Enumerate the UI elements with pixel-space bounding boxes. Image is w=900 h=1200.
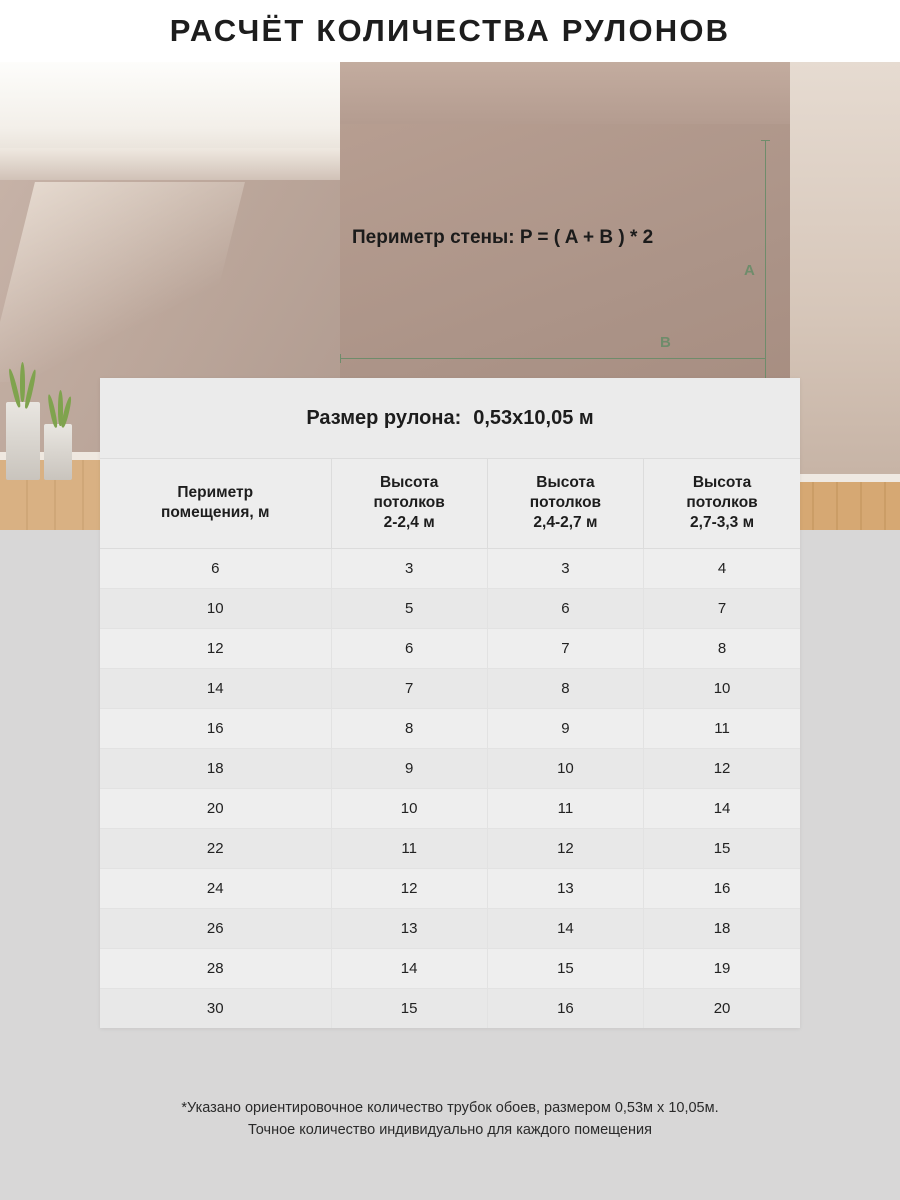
- roll-size-label: Размер рулона:: [306, 406, 462, 429]
- photo-ceiling: [0, 62, 340, 157]
- title-bar: [0, 0, 900, 62]
- column-header-height-1: Высота потолков 2-2,4 м: [331, 459, 487, 549]
- cell-rolls-2: 7: [487, 629, 643, 669]
- table-header-row: [100, 459, 800, 549]
- roll-size-header: [100, 378, 800, 458]
- cell-rolls-3: 19: [644, 949, 800, 989]
- cell-perimeter: 28: [100, 949, 331, 989]
- cell-rolls-2: 3: [487, 549, 643, 589]
- cell-perimeter: 12: [100, 629, 331, 669]
- cell-rolls-1: 5: [331, 589, 487, 629]
- cell-rolls-2: 13: [487, 869, 643, 909]
- page-title: РАСЧЁТ КОЛИЧЕСТВА РУЛОНОВ: [169, 13, 731, 48]
- cell-rolls-2: 14: [487, 909, 643, 949]
- cell-perimeter: 30: [206, 1000, 224, 1018]
- cell-rolls-2: 8: [487, 669, 643, 709]
- cell-rolls-2: 6: [487, 589, 643, 629]
- plant-pot-small: [44, 424, 72, 480]
- table-row: [100, 789, 800, 829]
- cell-perimeter: 14: [100, 669, 331, 709]
- cell-rolls-3: 8: [644, 629, 800, 669]
- cell-rolls-2: 10: [487, 749, 643, 789]
- cell-rolls-1: 9: [331, 749, 487, 789]
- cell-rolls-3: 16: [644, 869, 800, 909]
- cell-perimeter: 10: [100, 589, 331, 629]
- table-row: [100, 949, 800, 989]
- table-row: [100, 629, 800, 669]
- table-body: [100, 549, 800, 1029]
- cell-rolls-3: 7: [644, 589, 800, 629]
- photo-ceiling-shadow: [0, 148, 340, 184]
- cell-rolls-3: 4: [644, 549, 800, 589]
- cell-perimeter: 16: [100, 709, 331, 749]
- cell-rolls-1: 14: [331, 949, 487, 989]
- cell-rolls-3: 18: [644, 909, 800, 949]
- cell-rolls-3: 11: [644, 709, 800, 749]
- cell-rolls-1: 8: [331, 709, 487, 749]
- cell-rolls-1: 6: [331, 629, 487, 669]
- cell-rolls-1: 7: [331, 669, 487, 709]
- column-header-height-2: Высота потолков 2,4-2,7 м: [487, 459, 643, 549]
- rolls-table: [100, 458, 800, 1028]
- cell-rolls-3: 15: [644, 829, 800, 869]
- cell-perimeter: 18: [100, 749, 331, 789]
- cell-perimeter: 20: [100, 789, 331, 829]
- cell-rolls-3: 14: [644, 789, 800, 829]
- cell-rolls-2: 15: [487, 949, 643, 989]
- cell-rolls-2: 16: [487, 989, 643, 1029]
- dimension-label-a: A: [744, 262, 755, 279]
- table-row: [100, 749, 800, 789]
- cell-rolls-1: 3: [331, 549, 487, 589]
- table-row: [100, 589, 800, 629]
- photo-right-floor: [790, 482, 900, 530]
- photo-right-wall: [790, 62, 900, 482]
- column-header-height-3: Высота потолков 2,7-3,3 м: [644, 459, 800, 549]
- dimension-line-horizontal: [340, 358, 766, 359]
- cell-perimeter: 6: [100, 549, 331, 589]
- cell-rolls-2: 9: [487, 709, 643, 749]
- table-row: [100, 829, 800, 869]
- cell-perimeter: 22: [100, 829, 331, 869]
- cell-rolls-1: 15: [331, 989, 487, 1029]
- table-row: [100, 869, 800, 909]
- table-row: [100, 989, 800, 1029]
- cell-perimeter: 24: [100, 869, 331, 909]
- cell-rolls-3: 20: [644, 989, 800, 1029]
- leaf-icon: [20, 362, 25, 402]
- roll-calculation-card: [100, 378, 800, 1028]
- table-row: [100, 669, 800, 709]
- footnote-line-2: Точное количество индивидуально для каждого помещения: [248, 1121, 652, 1138]
- column-header-perimeter: Периметр помещения, м: [100, 459, 331, 549]
- perimeter-formula: Периметр стены: P = ( A + B ) * 2: [352, 227, 654, 248]
- table-row: [100, 549, 800, 589]
- roll-size-value: 0,53х10,05 м: [473, 406, 594, 429]
- cell-rolls-1: 13: [331, 909, 487, 949]
- cell-rolls-2: 12: [487, 829, 643, 869]
- table-row: [100, 709, 800, 749]
- cell-rolls-2: 11: [487, 789, 643, 829]
- cell-rolls-3: 12: [644, 749, 800, 789]
- footnote: [0, 1098, 900, 1142]
- dimension-label-b: B: [660, 334, 671, 351]
- table-row: [100, 909, 800, 949]
- footnote-line-1: *Указано ориентировочное количество трубок обоев, размером 0,53м х 10,05м.: [181, 1100, 719, 1116]
- cell-perimeter: 26: [100, 909, 331, 949]
- plant-pot-large: [6, 402, 40, 480]
- photo-back-wall-top: [340, 62, 790, 124]
- cell-rolls-1: 12: [331, 869, 487, 909]
- table-header: [100, 459, 800, 549]
- cell-rolls-1: 10: [331, 789, 487, 829]
- cell-rolls-1: 11: [331, 829, 487, 869]
- cell-rolls-3: 10: [644, 669, 800, 709]
